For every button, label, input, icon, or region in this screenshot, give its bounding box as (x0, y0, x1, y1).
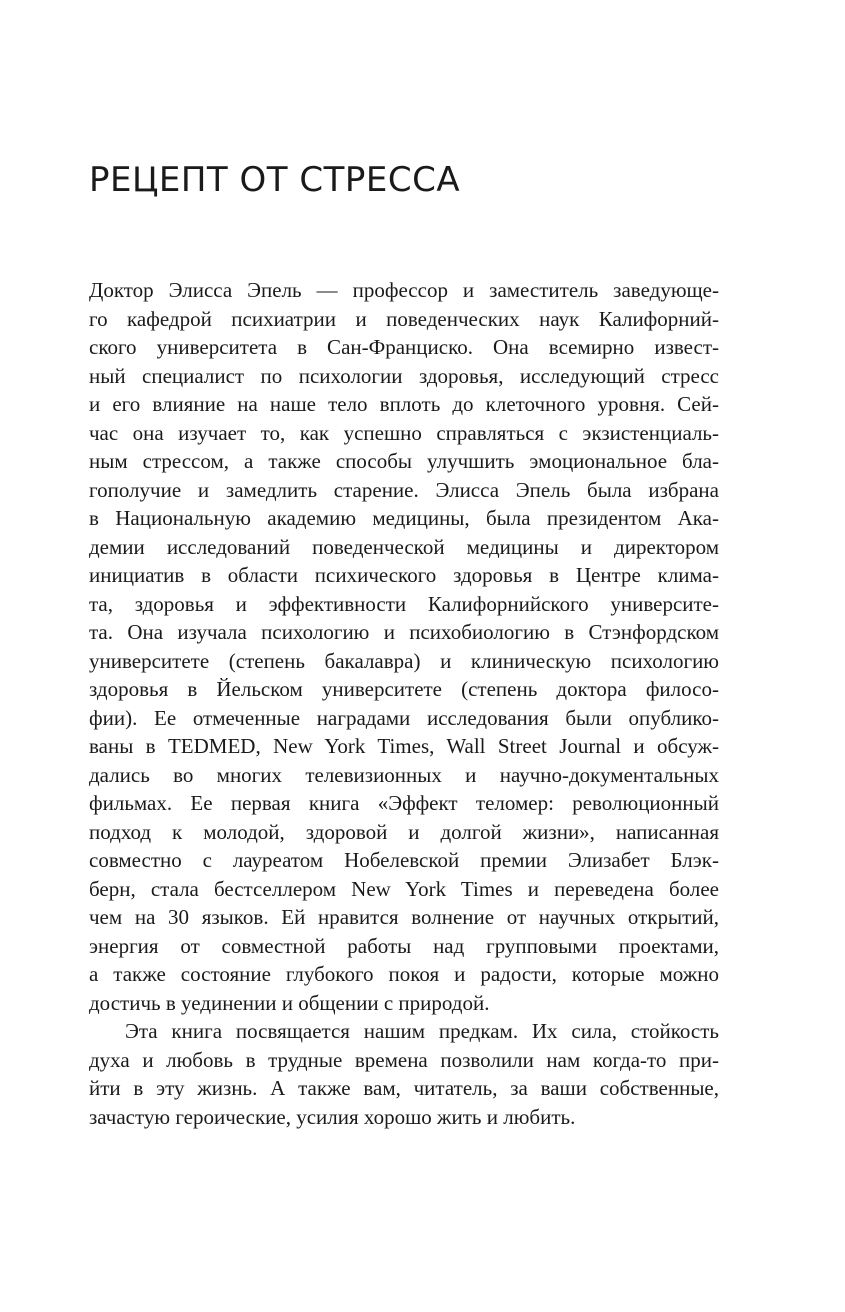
text-line: университете (степень бакалавра) и клиническую психологию (89, 648, 719, 673)
text-line: го кафедрой психиатрии и поведенческих наук Калифорний- (89, 306, 719, 331)
text-line: а также состояние глубокого покоя и радости, которые можно (89, 962, 719, 986)
text-line: гополучие и замедлить старение. Элисса Эпель была избрана (89, 477, 719, 502)
text-line: Доктор Элисса Эпель — профессор и заместитель заведующе- (89, 278, 719, 302)
text-line: дались во многих телевизионных и научно-документальных (89, 762, 719, 787)
text-line: демии исследований поведенческой медицины и директором (89, 534, 719, 559)
text-line: совместно с лауреатом Нобелевской премии Элизабет Блэк- (89, 848, 719, 872)
text-line: ского университета в Сан-Франциско. Она всемирно извест- (89, 335, 719, 359)
text-line: фильмах. Ее первая книга «Эффект теломер: революционный (89, 791, 719, 815)
text-line: час она изучает то, как успешно справляться с экзистенциаль- (89, 420, 719, 445)
text-line: та, здоровья и эффективности Калифорнийского университе- (89, 591, 719, 616)
page-title: РЕЦЕПТ ОТ СТРЕССА (89, 160, 461, 200)
author-bio-paragraph (89, 276, 719, 1017)
text-line: зачастую героические, усилия хорошо жить и любить. (89, 1104, 576, 1129)
text-line: подход к молодой, здоровой и долгой жизни», написанная (89, 819, 719, 844)
body-text (89, 276, 719, 1131)
text-line: йти в эту жизнь. А также вам, читатель, за ваши собственные, (89, 1076, 719, 1100)
text-line: здоровья в Йельском университете (степень доктора филосо- (89, 677, 719, 701)
text-line: ным стрессом, а также способы улучшить эмоциональное бла- (89, 449, 719, 473)
text-line: берн, стала бестселлером New York Times и переведена более (89, 876, 719, 901)
text-line: фии). Ее отмеченные наградами исследования были опублико- (89, 705, 719, 730)
text-line: чем на 30 языков. Ей нравится волнение от научных открытий, (89, 905, 719, 929)
dedication-paragraph (89, 1017, 719, 1131)
text-line: та. Она изучала психологию и психобиологию в Стэнфордском (89, 620, 719, 644)
text-line: ваны в TEDMED, New York Times, Wall Street Journal и обсуж- (89, 734, 719, 758)
text-line: в Национальную академию медицины, была президентом Ака- (89, 506, 719, 530)
text-line: достичь в уединении и общении с природой. (89, 990, 490, 1015)
text-line: и его влияние на наше тело вплоть до клеточного уровня. Сей- (89, 392, 719, 416)
text-line: духа и любовь в трудные времена позволили нам когда-то при- (89, 1047, 719, 1072)
text-line: Эта книга посвящается нашим предкам. Их сила, стойкость (125, 1019, 719, 1043)
text-line: ный специалист по психологии здоровья, исследующий стресс (89, 363, 719, 388)
text-line: инициатив в области психического здоровья в Центре клима- (89, 563, 719, 587)
text-line: энергия от совместной работы над групповыми проектами, (89, 933, 719, 958)
